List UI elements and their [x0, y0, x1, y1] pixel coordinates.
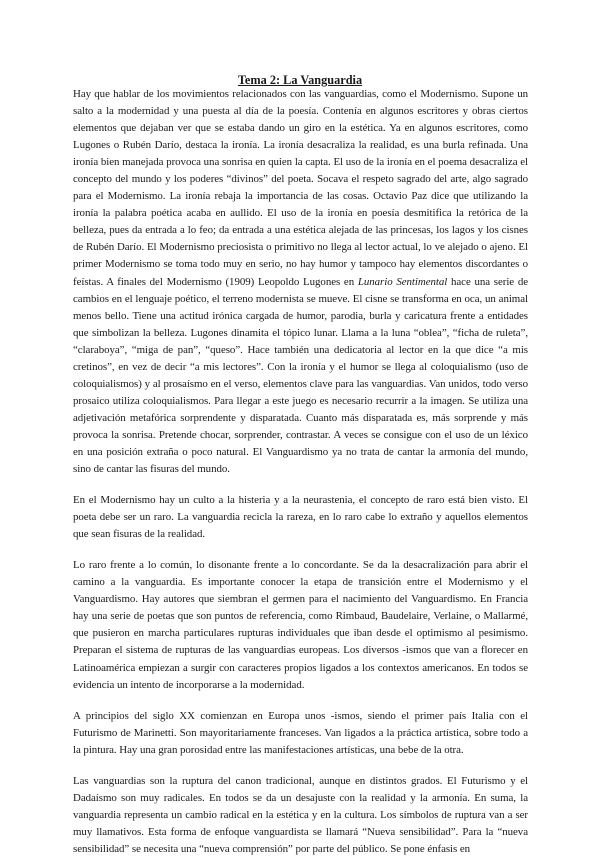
paragraph-text: Hay que hablar de los movimientos relacionados con las vanguardias, como el Modernismo. Supone un salto a la modernidad y una puesta al día de la poesía. Contenía en algunos escritores y obras ciertos elementos que dejaban ver que se estaba dando un giro en la estética. Ya en algunos escritores, como Lugones o Rubén Darío, destaca la ironía. La ironía desacraliza la realidad, es una burla refinada. Una ironía bien manejada provoca una sonrisa en quien la capta. El uso de la ironía en el poema desacraliza el concepto del mundo y los poderes “divinos” del poeta. Socava el respeto sagrado del arte, algo sagrado para el Modernismo. La ironía rebaja la importancia de las cosas. Octavio Paz dice que utilizando la ironía la palabra poética acaba en aullido. El uso de la ironía en poesía desmitifica la retórica de la belleza, pues da entrada a lo feo; da entrada a una estética alejada de las princesas, los lagos y los cisnes de Rubén Darío. El Modernismo preciosista o primitivo no llega al lector actual, lo ve alejado o ajeno. El primer Modernismo se toma todo muy en serio, no hay humor y tampoco hay elementos discordantes o feístas. A finales del Modernismo (1909) Leopoldo Lugones en [73, 88, 528, 288]
paragraph-text: hace una serie de cambios en el lenguaje poético, el terreno modernista se mueve. El cisne se transforma en oca, un animal menos bello. Tiene una actitud irónica cargada de humor, parodia, burla y caricatura frente a entidades que simbolizan la belleza. Lugones dinamita el tópico lunar. Llama a la luna “oblea”, “ficha de ruleta”, “claraboya”, “miga de pan”, “queso”. Hace también una dedicatoria al lector en la que dice “a mis cretinos”, en vez de decir “a mis lectores”. Con la ironía y el humor se llega al coloquialismo (uso de coloquialismos) y al prosaísmo en el verso, elementos clave para las vanguardias. Van unidos, todo verso prosaico utiliza coloquialismos. Para llegar a este juego es necesario recurrir a la imagen. Se utiliza una adjetivación metafórica sorprendente y disparatada. Cuanto más disparatada es, más sorprende y más provoca la sonrisa. Pretende chocar, sorprender, contrastar. A veces se consigue con el uso de un léxico en una posición extraña o poco natural. El Vanguardismo ya no trata de cantar la armonía del mundo, sino de cantar las fisuras del mundo. [73, 275, 529, 476]
paragraph-culto-rareza: En el Modernismo hay un culto a la histeria y a la neurastenia, el concepto de raro está bien visto. El poeta debe ser un raro. La vanguardia recicla la rareza, en lo raro cabe lo extraño y aquellos elementos que sean fisuras de la realidad. [73, 494, 528, 541]
paragraph-raro-comun: Lo raro frente a lo común, lo disonante frente a lo concordante. Se da la desacralización para abrir el camino a la vanguardia. Es importante conocer la etapa de transición entre el Modernismo y el Vanguardismo. Hay autores que siembran el germen para el nacimiento del Vanguardismo. En Francia hay una serie de poetas que son puntos de referencia, como Rimbaud, Baudelaire, Verlaine, o Mallarmé, que pusieron en marcha particulares rupturas individuales que iban desde el optimismo al pesimismo. Preparan el sistema de rupturas de las vanguardias europeas. Los diversos -ismos que van a florecer en Latinoamérica empiezan a surgir con caracteres propios ligados a los contextos americanos. En todos se evidencia un intento de incorporarse a la modernidad. [73, 559, 528, 691]
paragraph-siglo-xx-ismos: A principios del siglo XX comienzan en Europa unos -ismos, siendo el primer país Italia con el Futurismo de Marinetti. Son mayoritariamente franceses. Van ligados a la práctica artística, sobre todo a la pintura. Hay una gran porosidad entre las manifestaciones artísticas, una bebe de la otra. [73, 709, 528, 756]
paragraph-ruptura-canon: Las vanguardias son la ruptura del canon tradicional, aunque en distintos grados. El Futurismo y el Dadaísmo son muy radicales. En todos se da un desajuste con la realidad y la armonía. En suma, la vanguardia representa un cambio radical en la estética y en la cultura. Los símbolos de ruptura van a ser muy llamativos. Esta forma de enfoque vanguardista se llamará “Nueva sensibilidad”. Para la “nueva sensibilidad” se necesita una “nueva comprensión” por parte del público. Se pone énfasis en [73, 774, 528, 855]
page-title: Tema 2: La Vanguardia [237, 73, 363, 87]
book-title-lunario-sentimental: Lunario Sentimental [357, 275, 448, 288]
document-body [73, 86, 528, 858]
paragraph-modernismo-ironia [73, 86, 528, 478]
